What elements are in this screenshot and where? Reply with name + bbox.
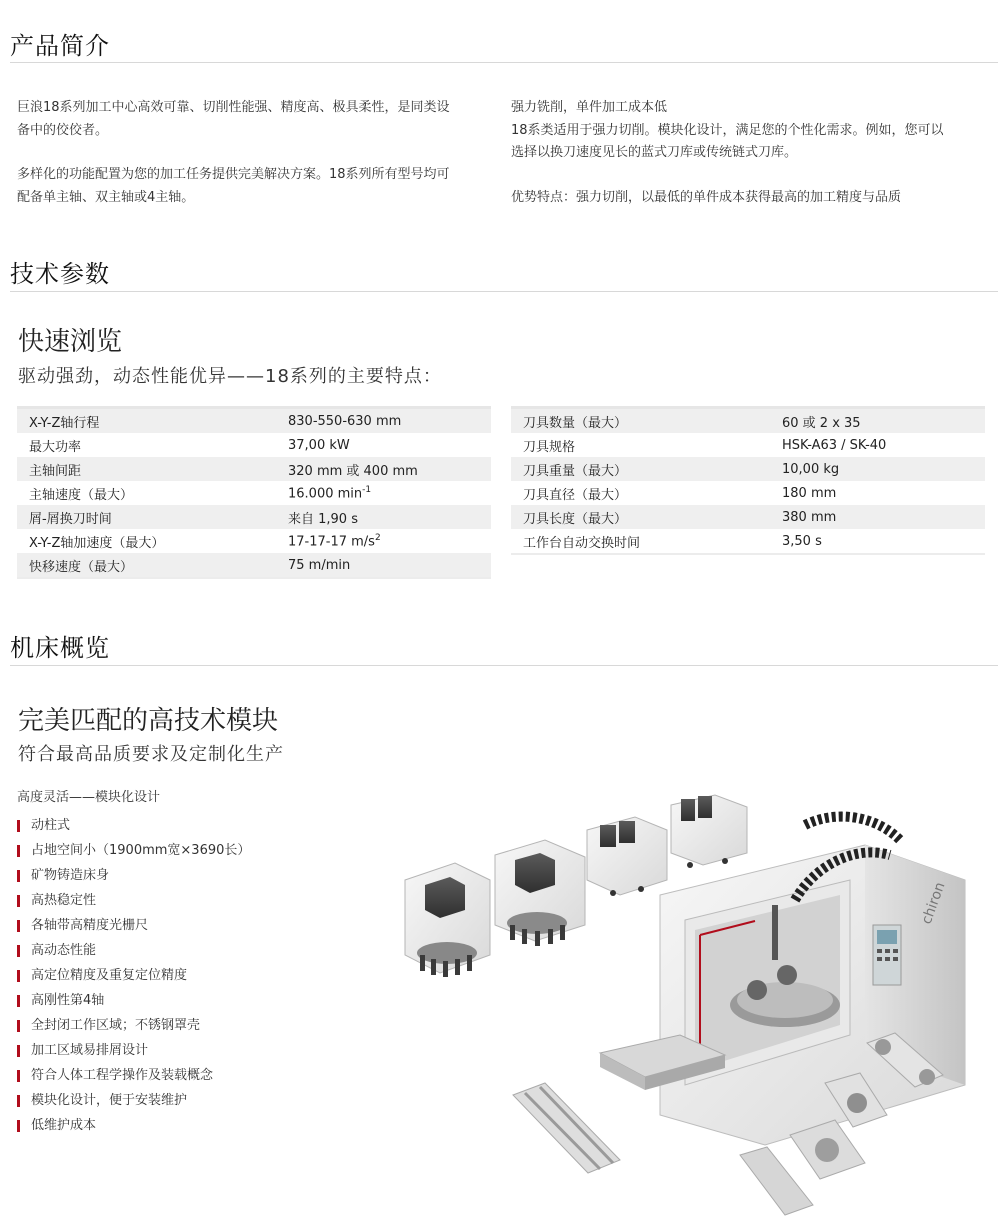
bullet-bar-icon bbox=[17, 895, 20, 907]
feature-text: 低维护成本 bbox=[31, 1118, 97, 1133]
spec-label: X-Y-Z轴加速度（最大） bbox=[17, 529, 276, 553]
bullet-bar-icon bbox=[17, 870, 20, 882]
magazine-module-3 bbox=[587, 817, 667, 896]
intro-text-line: 巨浪18系列加工中心高效可靠、切削性能强、精度高、极具柔性，是同类设 bbox=[17, 100, 450, 115]
intro-text-line: 选择以换刀速度见长的蓝式刀库或传统链式刀库。 bbox=[511, 145, 798, 160]
spec-value bbox=[770, 481, 985, 505]
spec-row bbox=[17, 457, 491, 481]
spec-label: 刀具规格 bbox=[511, 433, 770, 457]
spec-value-text: 60 或 2 x 35 bbox=[782, 415, 861, 431]
feature-list-item bbox=[17, 866, 250, 891]
spec-label: 刀具数量（最大） bbox=[511, 408, 770, 434]
spec-value-text: 320 mm 或 400 mm bbox=[288, 463, 418, 479]
spec-value bbox=[770, 408, 985, 434]
spec-label: 屑-屑换刀时间 bbox=[17, 505, 276, 529]
feature-list-item bbox=[17, 1041, 250, 1066]
spec-value bbox=[276, 553, 491, 578]
feature-text: 矿物铸造床身 bbox=[31, 868, 110, 883]
feature-list-item bbox=[17, 941, 250, 966]
spec-value-text: 830-550-630 mm bbox=[288, 413, 402, 429]
bullet-bar-icon bbox=[17, 845, 20, 857]
spec-label: 主轴间距 bbox=[17, 457, 276, 481]
spec-table-right bbox=[511, 406, 985, 555]
spec-value bbox=[276, 529, 491, 553]
spec-value-text: 10,00 kg bbox=[782, 461, 840, 477]
spec-label: 刀具重量（最大） bbox=[511, 457, 770, 481]
fixture-frame-module bbox=[740, 1147, 813, 1215]
spec-value-text: 来自 1,90 s bbox=[288, 511, 358, 527]
spec-value bbox=[276, 457, 491, 481]
machine-modules-illustration bbox=[395, 785, 995, 1225]
feature-list-item bbox=[17, 1116, 250, 1141]
spec-value-text: HSK-A63 / SK-40 bbox=[782, 437, 887, 453]
section-divider bbox=[10, 665, 998, 666]
spec-value bbox=[770, 505, 985, 529]
spec-value-text: 3,50 s bbox=[782, 533, 822, 549]
feature-list-item bbox=[17, 1016, 250, 1041]
feature-text: 各轴带高精度光栅尺 bbox=[31, 918, 149, 933]
spec-value-unit-exponent: -1 bbox=[362, 484, 372, 495]
quick-overview-title: 快速浏览 bbox=[18, 327, 123, 357]
feature-list-item bbox=[17, 841, 250, 866]
section-divider bbox=[10, 291, 998, 292]
spec-label: 快移速度（最大） bbox=[17, 553, 276, 578]
spec-label: 最大功率 bbox=[17, 433, 276, 457]
spec-value-text: 16.000 min bbox=[288, 486, 363, 502]
spec-value-text: 37,00 kW bbox=[288, 437, 350, 453]
spec-value-text: 180 mm bbox=[782, 485, 837, 501]
feature-text: 符合人体工程学操作及装载概念 bbox=[31, 1068, 214, 1083]
machining-center-body bbox=[660, 817, 965, 1145]
intro-right-column bbox=[511, 97, 991, 209]
feature-text: 加工区域易排屑设计 bbox=[31, 1043, 149, 1058]
spec-row bbox=[17, 553, 491, 578]
section-divider bbox=[10, 62, 998, 63]
intro-text-line: 配备单主轴、双主轴或4主轴。 bbox=[17, 189, 195, 205]
spec-label: 刀具长度（最大） bbox=[511, 505, 770, 529]
spec-value bbox=[276, 433, 491, 457]
feature-list-title: 高度灵活——模块化设计 bbox=[17, 790, 161, 805]
spec-value-unit-exponent: 2 bbox=[374, 532, 381, 543]
feature-text: 高定位精度及重复定位精度 bbox=[31, 968, 188, 983]
magazine-module-4 bbox=[671, 795, 747, 868]
spec-row bbox=[511, 481, 985, 505]
spec-row bbox=[511, 433, 985, 457]
overview-subline: 符合最高品质要求及定制化生产 bbox=[18, 744, 284, 765]
feature-text: 占地空间小（1900mm宽×3690长） bbox=[31, 843, 251, 858]
section-title-specs: 技术参数 bbox=[10, 260, 110, 288]
bullet-bar-icon bbox=[17, 1120, 20, 1132]
spec-row bbox=[17, 481, 491, 505]
feature-list-item bbox=[17, 991, 250, 1016]
section-title-overview: 机床概览 bbox=[10, 634, 110, 662]
machine-logo: chiron bbox=[918, 880, 949, 927]
feature-list-item bbox=[17, 891, 250, 916]
spec-value bbox=[770, 529, 985, 554]
bullet-bar-icon bbox=[17, 945, 20, 957]
intro-text-line: 备中的佼佼者。 bbox=[17, 122, 109, 138]
spec-label: 工作台自动交换时间 bbox=[511, 529, 770, 554]
spec-row bbox=[511, 408, 985, 434]
overview-headline: 完美匹配的高技术模块 bbox=[18, 706, 279, 736]
feature-text: 模块化设计，便于安装维护 bbox=[31, 1093, 188, 1108]
feature-list-item bbox=[17, 1066, 250, 1091]
bullet-bar-icon bbox=[17, 1020, 20, 1032]
spec-value-text: 380 mm bbox=[782, 509, 837, 525]
bullet-bar-icon bbox=[17, 1070, 20, 1082]
spec-row bbox=[17, 408, 491, 434]
bullet-bar-icon bbox=[17, 995, 20, 1007]
spec-table-left bbox=[17, 406, 491, 579]
spec-row bbox=[511, 529, 985, 554]
feature-text: 高热稳定性 bbox=[31, 893, 97, 908]
intro-text-line: 强力铣削，单件加工成本低 bbox=[511, 100, 668, 115]
section-title-intro: 产品简介 bbox=[10, 32, 110, 60]
spec-value-text: 17-17-17 m/s bbox=[288, 534, 375, 550]
feature-list bbox=[17, 816, 250, 1141]
bullet-bar-icon bbox=[17, 1095, 20, 1107]
intro-text-line: 优势特点：强力切削，以最低的单件成本获得最高的加工精度与品质 bbox=[511, 189, 902, 205]
feature-text: 高刚性第4轴 bbox=[31, 993, 105, 1008]
intro-text-line: 18系类适用于强力切削。模块化设计，满足您的个性化需求。例如，您可以 bbox=[511, 122, 944, 138]
feature-list-item bbox=[17, 916, 250, 941]
spec-value bbox=[770, 457, 985, 481]
spec-value bbox=[276, 505, 491, 529]
magazine-module-1 bbox=[405, 863, 490, 977]
feature-text: 全封闭工作区域；不锈钢罩壳 bbox=[31, 1018, 201, 1033]
feature-text: 动柱式 bbox=[31, 818, 71, 833]
bullet-bar-icon bbox=[17, 970, 20, 982]
rail-module bbox=[513, 1083, 620, 1173]
intro-text-line: 多样化的功能配置为您的加工任务提供完美解决方案。18系列所有型号均可 bbox=[17, 167, 450, 182]
spec-row bbox=[17, 505, 491, 529]
spec-row bbox=[511, 505, 985, 529]
magazine-module-2 bbox=[495, 840, 585, 946]
feature-list-item bbox=[17, 966, 250, 991]
spec-row bbox=[511, 457, 985, 481]
intro-left-column bbox=[17, 97, 487, 209]
spec-label: 主轴速度（最大） bbox=[17, 481, 276, 505]
feature-list-item bbox=[17, 816, 250, 841]
spec-value bbox=[276, 481, 491, 505]
spec-value bbox=[770, 433, 985, 457]
feature-list-item bbox=[17, 1091, 250, 1116]
spec-value bbox=[276, 408, 491, 434]
spec-value-text: 75 m/min bbox=[288, 557, 351, 573]
feature-text: 高动态性能 bbox=[31, 943, 97, 958]
bullet-bar-icon bbox=[17, 920, 20, 932]
spec-row bbox=[17, 529, 491, 553]
bullet-bar-icon bbox=[17, 820, 20, 832]
spec-row bbox=[17, 433, 491, 457]
quick-overview-subtitle: 驱动强劲，动态性能优异——18系列的主要特点： bbox=[18, 366, 442, 387]
spec-label: X-Y-Z轴行程 bbox=[17, 408, 276, 434]
spec-label: 刀具直径（最大） bbox=[511, 481, 770, 505]
bullet-bar-icon bbox=[17, 1045, 20, 1057]
